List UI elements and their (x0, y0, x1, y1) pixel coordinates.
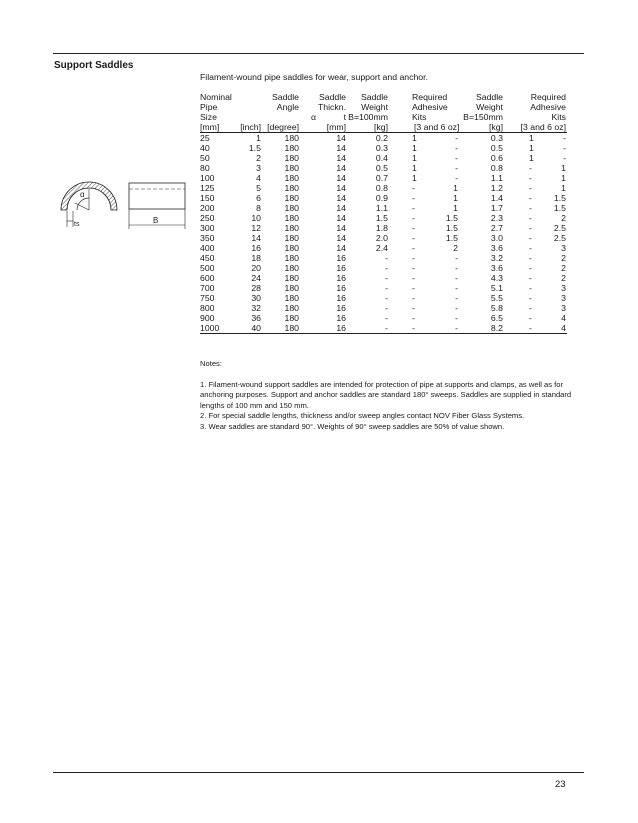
table-cell: 16 (336, 263, 346, 273)
table-cell: - (455, 323, 458, 333)
table-cell: 30 (251, 293, 261, 303)
table-cell: 1 (256, 133, 261, 143)
table-cell: - (385, 263, 388, 273)
table-cell: - (412, 273, 415, 283)
table-cell: 2 (561, 253, 566, 263)
table-row (200, 193, 567, 203)
table-cell: 2.0 (375, 233, 388, 243)
table-cell: [degree] (267, 122, 299, 132)
table-cell: 16 (336, 323, 346, 333)
section-title: Support Saddles (54, 60, 134, 71)
table-cell: 250 (200, 213, 215, 223)
table-cell: 4 (256, 173, 261, 183)
table-cell: 600 (200, 273, 215, 283)
table-cell: 14 (336, 163, 346, 173)
table-cell: 5 (256, 183, 261, 193)
table-cell: 800 (200, 303, 215, 313)
table-cell: 1 (453, 193, 458, 203)
table-cell: 180 (284, 173, 299, 183)
table-cell: 2 (561, 213, 566, 223)
table-cell: 0.5 (490, 143, 503, 153)
table-cell: - (412, 263, 415, 273)
table-cell: 125 (200, 183, 215, 193)
table-cell: 80 (200, 163, 210, 173)
table-cell: - (412, 283, 415, 293)
table-cell: 1 (412, 173, 417, 183)
table-cell: 3 (561, 293, 566, 303)
angle-arc (77, 198, 89, 210)
table-cell: - (563, 133, 566, 143)
table-cell: - (455, 313, 458, 323)
table-cell: - (412, 293, 415, 303)
table-cell: 3 (256, 163, 261, 173)
table-cell: 180 (284, 283, 299, 293)
table-cell: 350 (200, 233, 215, 243)
table-cell: 20 (251, 263, 261, 273)
table-cell: 2.4 (375, 243, 388, 253)
table-cell: 180 (284, 153, 299, 163)
table-cell: Nominal (200, 92, 232, 102)
table-cell: 16 (336, 273, 346, 283)
table-cell: 14 (336, 133, 346, 143)
table-cell: - (412, 243, 415, 253)
table-cell: 40 (200, 143, 210, 153)
note-1: 1. Filament-wound support saddles are intended for protection of pipe at supports and clamps, as well as for anchoring purposes. Support and anchor saddles are standard 180° sweeps. Saddles are supplied in standard lengths of 100 mm and 150 mm. (200, 379, 572, 410)
intro-text: Filament-wound pipe saddles for wear, support and anchor. (200, 72, 428, 82)
table-cell: 0.8 (375, 183, 388, 193)
table-row (200, 183, 567, 193)
table-cell: - (455, 163, 458, 173)
table-cell: 14 (336, 223, 346, 233)
table-cell: 1 (412, 153, 417, 163)
table-row (200, 283, 567, 293)
table-cell: 750 (200, 293, 215, 303)
table-cell: 24 (251, 273, 261, 283)
table-cell: 50 (200, 153, 210, 163)
table-row (200, 153, 567, 163)
table-cell: 1 (412, 163, 417, 173)
table-cell: 3 (561, 283, 566, 293)
thickness-label: ts (74, 221, 80, 228)
table-cell: 1.4 (490, 193, 503, 203)
table-cell: 180 (284, 243, 299, 253)
table-cell: 150 (200, 193, 215, 203)
table-row (200, 223, 567, 233)
table-cell: - (412, 203, 415, 213)
table-row (200, 313, 567, 323)
table-row (200, 163, 567, 173)
table-cell: 180 (284, 143, 299, 153)
table-cell: - (455, 173, 458, 183)
table-cell: 180 (284, 293, 299, 303)
table-cell: 32 (251, 303, 261, 313)
table-cell: 1.2 (490, 183, 503, 193)
table-cell: - (529, 223, 532, 233)
table-cell: - (529, 163, 532, 173)
table-header-row (200, 92, 567, 102)
table-cell: 1 (561, 163, 566, 173)
table-cell: 180 (284, 183, 299, 193)
table-cell: 16 (336, 253, 346, 263)
table-cell: - (385, 303, 388, 313)
table-cell: - (455, 253, 458, 263)
table-cell: 14 (336, 173, 346, 183)
table-cell: - (529, 183, 532, 193)
table-cell: 0.9 (375, 193, 388, 203)
table-row (200, 203, 567, 213)
table-cell: 1.7 (490, 203, 503, 213)
table-cell: 2.5 (553, 223, 566, 233)
table-cell: 36 (251, 313, 261, 323)
table-cell: 450 (200, 253, 215, 263)
table-cell: [kg] (488, 122, 503, 132)
table-cell: 1.8 (375, 223, 388, 233)
table-cell: 180 (284, 273, 299, 283)
notes-heading: Notes: (200, 359, 222, 368)
table-cell: - (529, 283, 532, 293)
table-cell: 8.2 (490, 323, 503, 333)
table-row (200, 133, 567, 143)
table-cell: 16 (336, 303, 346, 313)
table-row (200, 213, 567, 223)
table-cell: 5.5 (490, 293, 503, 303)
table-row (200, 253, 567, 263)
table-cell: - (529, 293, 532, 303)
table-cell: 25 (200, 133, 210, 143)
table-cell: 180 (284, 313, 299, 323)
alpha-label: α (80, 190, 85, 199)
table-cell: 6 (256, 193, 261, 203)
note-2: 2. For special saddle lengths, thickness and/or sweep angles contact NOV Fiber Glass Systems. (200, 411, 525, 420)
table-cell: [3 and 6 oz] (414, 122, 460, 132)
table-cell: - (529, 313, 532, 323)
table-cell: - (529, 213, 532, 223)
table-cell: 1 (529, 143, 534, 153)
table-cell: 1.5 (445, 233, 458, 243)
table-cell: 2 (561, 273, 566, 283)
table-cell: 180 (284, 213, 299, 223)
table-cell: Size (200, 112, 217, 122)
table-cell: B=100mm (348, 112, 388, 122)
table-cell: 0.6 (490, 153, 503, 163)
table-cell: 0.3 (375, 143, 388, 153)
notes-section (200, 359, 575, 432)
table-cell: 16 (336, 283, 346, 293)
table-cell: 14 (336, 193, 346, 203)
table-cell: - (385, 293, 388, 303)
table-cell: - (529, 233, 532, 243)
table-cell: Saddle (360, 92, 388, 102)
table-cell: - (529, 243, 532, 253)
saddle-diagram (53, 175, 198, 235)
table-cell: [mm] (200, 122, 220, 132)
table-cell: - (455, 283, 458, 293)
width-label: B (153, 216, 159, 225)
table-cell: Adhesive (412, 102, 448, 112)
table-cell: 180 (284, 163, 299, 173)
table-cell: 4.3 (490, 273, 503, 283)
table-cell: - (563, 153, 566, 163)
table-cell: 12 (251, 223, 261, 233)
table-cell: 14 (336, 183, 346, 193)
table-row (200, 173, 567, 183)
table-cell: 1 (453, 203, 458, 213)
saddle-table (200, 92, 567, 334)
table-cell: 1.5 (553, 193, 566, 203)
table-cell: - (412, 223, 415, 233)
table-row (200, 323, 567, 334)
table-cell: 900 (200, 313, 215, 323)
table-cell: t (343, 112, 346, 122)
table-cell: 0.3 (490, 133, 503, 143)
table-cell: - (412, 193, 415, 203)
table-cell: - (455, 143, 458, 153)
table-cell: 700 (200, 283, 215, 293)
table-cell: Kits (412, 112, 427, 122)
table-row (200, 293, 567, 303)
table-cell: - (412, 313, 415, 323)
table-cell: - (529, 303, 532, 313)
table-cell: Required (530, 92, 566, 102)
table-cell: 1.1 (490, 173, 503, 183)
table-cell: - (412, 233, 415, 243)
table-cell: 180 (284, 323, 299, 333)
table-cell: 1.5 (445, 213, 458, 223)
table-cell: Thickn. (317, 102, 346, 112)
table-cell: 180 (284, 303, 299, 313)
table-cell: 3.2 (490, 253, 503, 263)
table-cell: 400 (200, 243, 215, 253)
table-cell: - (412, 183, 415, 193)
table-cell: - (455, 293, 458, 303)
table-cell: - (385, 323, 388, 333)
bottom-rule (53, 772, 584, 773)
table-cell: 14 (336, 153, 346, 163)
table-cell: 0.8 (490, 163, 503, 173)
table-cell: - (412, 213, 415, 223)
table-cell: 28 (251, 283, 261, 293)
table-cell: 1.1 (375, 203, 388, 213)
table-cell: 16 (336, 313, 346, 323)
table-cell: 2.7 (490, 223, 503, 233)
table-cell: 3.6 (490, 263, 503, 273)
table-cell: 5.8 (490, 303, 503, 313)
table-cell: Saddle (271, 92, 299, 102)
table-cell: - (455, 133, 458, 143)
table-cell: B=150mm (463, 112, 503, 122)
table-cell: - (563, 143, 566, 153)
table-cell: 14 (336, 243, 346, 253)
table-cell: 1 (412, 143, 417, 153)
table-cell: - (455, 273, 458, 283)
table-header-row (200, 122, 567, 133)
table-cell: 200 (200, 203, 215, 213)
table-cell: 3 (561, 243, 566, 253)
page-number: 23 (555, 779, 566, 790)
table-cell: 16 (336, 293, 346, 303)
table-cell: 14 (336, 143, 346, 153)
table-cell: - (412, 303, 415, 313)
table-cell: 1 (412, 133, 417, 143)
table-cell: 3.0 (490, 233, 503, 243)
table-cell: Pipe (200, 102, 218, 112)
table-cell: 1.5 (445, 223, 458, 233)
table-cell: 2 (561, 263, 566, 273)
table-cell: 2 (256, 153, 261, 163)
table-cell: 300 (200, 223, 215, 233)
table-cell: 180 (284, 233, 299, 243)
table-cell: Weight (476, 102, 503, 112)
table-cell: - (385, 273, 388, 283)
table-cell: 180 (284, 133, 299, 143)
table-cell: [mm] (326, 122, 346, 132)
table-cell: 0.2 (375, 133, 388, 143)
table-cell: 100 (200, 173, 215, 183)
table-cell: - (455, 153, 458, 163)
table-cell: 1.5 (375, 213, 388, 223)
table-cell: 0.7 (375, 173, 388, 183)
table-row (200, 243, 567, 253)
table-cell: 1 (453, 183, 458, 193)
table-cell: - (455, 263, 458, 273)
table-cell: 14 (336, 213, 346, 223)
table-cell: 14 (336, 203, 346, 213)
table-cell: 180 (284, 223, 299, 233)
table-cell: [3 and 6 oz] (520, 122, 566, 132)
table-cell: Weight (361, 102, 388, 112)
table-cell: - (385, 253, 388, 263)
table-cell: 2.5 (553, 233, 566, 243)
table-cell: 0.4 (375, 153, 388, 163)
table-cell: 1000 (200, 323, 220, 333)
table-cell: 1.5 (553, 203, 566, 213)
table-cell: Adhesive (530, 102, 566, 112)
table-cell: 10 (251, 213, 261, 223)
table-cell: 1 (529, 153, 534, 163)
table-cell: 1 (561, 173, 566, 183)
table-cell: 180 (284, 203, 299, 213)
table-cell: - (385, 283, 388, 293)
table-cell: Required (412, 92, 448, 102)
table-cell: 4 (561, 323, 566, 333)
table-cell: Angle (276, 102, 299, 112)
table-cell: 8 (256, 203, 261, 213)
table-cell: - (529, 253, 532, 263)
table-cell: [inch] (240, 122, 261, 132)
table-cell: 500 (200, 263, 215, 273)
table-cell: - (412, 253, 415, 263)
table-cell: 16 (251, 243, 261, 253)
table-cell: - (455, 303, 458, 313)
table-row (200, 233, 567, 243)
table-cell: 2.3 (490, 213, 503, 223)
table-cell: 1.5 (248, 143, 261, 153)
table-cell: 180 (284, 193, 299, 203)
table-cell: 0.5 (375, 163, 388, 173)
table-cell: Saddle (318, 92, 346, 102)
table-cell: 6.5 (490, 313, 503, 323)
table-cell: 4 (561, 313, 566, 323)
table-cell: 5.1 (490, 283, 503, 293)
table-cell: Kits (551, 112, 566, 122)
table-cell: [kg] (373, 122, 388, 132)
table-cell: 18 (251, 253, 261, 263)
table-cell: - (529, 193, 532, 203)
saddle-side-view (129, 183, 185, 209)
table-row (200, 143, 567, 153)
table-cell: α (310, 112, 316, 122)
table-cell: 1 (529, 133, 534, 143)
table-cell: - (412, 323, 415, 333)
table-cell: 180 (284, 253, 299, 263)
top-rule (53, 53, 584, 54)
table-cell: 2 (453, 243, 458, 253)
table-cell: 40 (251, 323, 261, 333)
note-3: 3. Wear saddles are standard 90°. Weights of 90° sweep saddles are 50% of value shown. (200, 421, 505, 431)
table-cell: Saddle (475, 92, 503, 102)
table-cell: - (529, 323, 532, 333)
table-cell: 3 (561, 303, 566, 313)
table-header-row (200, 112, 567, 122)
table-cell: 14 (251, 233, 261, 243)
table-cell: 14 (336, 233, 346, 243)
table-cell: - (385, 313, 388, 323)
table-cell: - (529, 203, 532, 213)
table-cell: 180 (284, 263, 299, 273)
table-cell: - (529, 173, 532, 183)
table-row (200, 263, 567, 273)
table-cell: - (529, 263, 532, 273)
table-cell: - (529, 273, 532, 283)
table-row (200, 273, 567, 283)
table-row (200, 303, 567, 313)
table-cell: 3.6 (490, 243, 503, 253)
table-cell: 1 (561, 183, 566, 193)
table-header-row (200, 102, 567, 112)
